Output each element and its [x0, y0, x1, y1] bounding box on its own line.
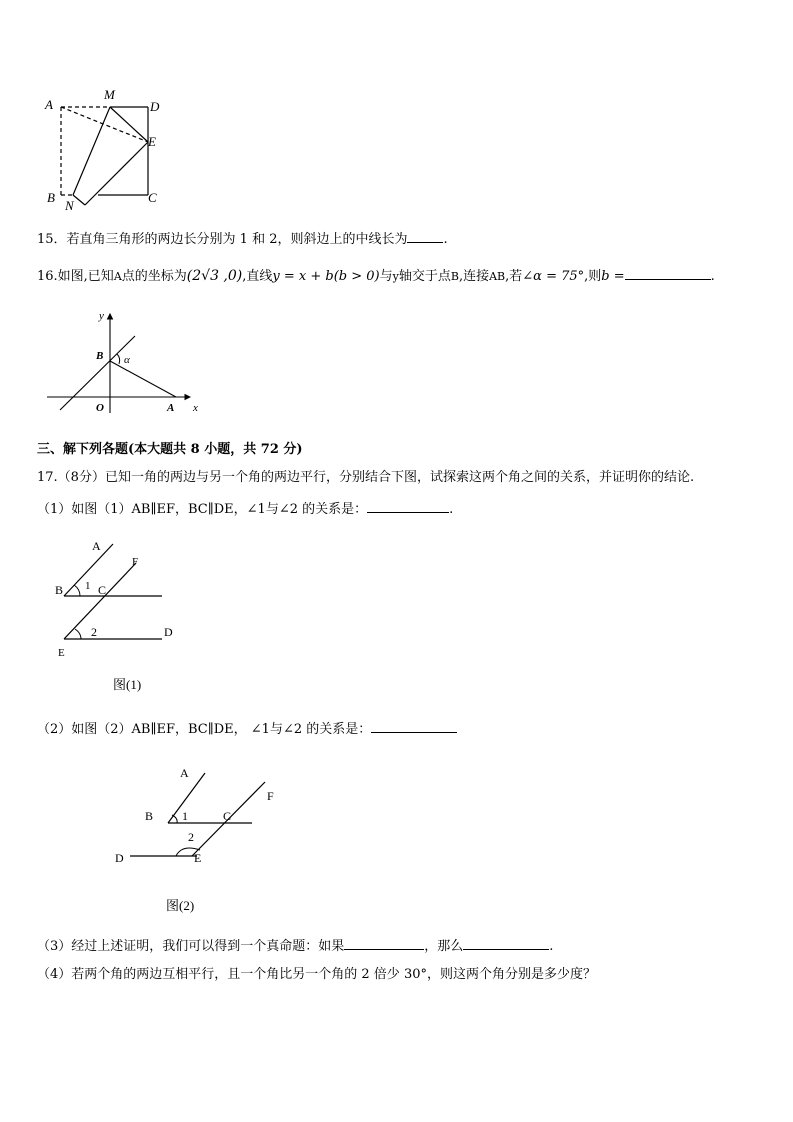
answer-blank-17-2[interactable]: [371, 719, 457, 733]
label-E: E: [148, 134, 156, 149]
question-15-tail: .: [443, 232, 448, 247]
question-15-text: 15．若直角三角形的两边长分别为 1 和 2，则斜边上的中线长为: [37, 232, 408, 247]
angle-label-alpha: α: [124, 354, 130, 366]
figure-square-fold: [40, 84, 170, 214]
q16-tail: .: [710, 269, 715, 284]
figure-coordinate-axes: [40, 306, 210, 418]
question-17-intro: 17.（8分）已知一角的两边与另一个角的两边平行，分别结合下图，试探索这两个角之间的关系，并证明你的结论.: [37, 470, 695, 485]
fig2-label-D: D: [115, 851, 124, 865]
answer-blank-15[interactable]: [407, 229, 443, 243]
label-N: N: [65, 198, 74, 213]
fig2-label-A: A: [180, 766, 189, 780]
q16-angle: ∠α = 75°: [522, 269, 585, 284]
q16-bvar: b =: [601, 269, 625, 284]
fig1-label-F: F: [132, 556, 139, 568]
section-3-title: 三、解下列各题(本大题共 8 小题，共 72 分): [37, 442, 303, 457]
q16-equation: y = x + b(b > 0): [272, 269, 380, 284]
fig2-label-1: 1: [182, 809, 188, 823]
q16-part: AB: [489, 270, 506, 283]
figure-1-parallel-lines: [50, 535, 190, 695]
q16-part: B: [450, 270, 459, 283]
axis-label-y: y: [99, 310, 104, 322]
figure-2-parallel-lines: [110, 760, 290, 920]
fig2-label-C: C: [223, 809, 232, 823]
q16-part: ,连接: [458, 269, 490, 284]
fig2-label-2: 2: [188, 830, 194, 844]
fig1-label-A: A: [92, 539, 101, 553]
question-17-part-1: [37, 499, 453, 519]
q16-part: 16.如图,已知: [37, 269, 114, 284]
q17-p2-text: （2）如图（2）AB∥EF，BC∥DE， ∠1与∠2 的关系是：: [37, 722, 372, 737]
q16-part: ,则: [584, 269, 602, 284]
label-M: M: [104, 87, 115, 102]
fig1-label-1: 1: [85, 580, 91, 592]
fig1-label-D: D: [164, 625, 173, 639]
question-17-part-3: [37, 936, 553, 956]
fig1-caption: 图(1): [113, 677, 142, 692]
label-B: B: [47, 190, 55, 205]
question-17-part-4: （4）若两个角的两边互相平行，且一个角比另一个角的 2 倍少 30°，则这两个角分别是多少度？: [37, 967, 596, 982]
fig1-label-B: B: [55, 583, 64, 597]
q16-coord: (2√3 ,0): [186, 268, 243, 284]
fig2-label-F: F: [267, 789, 274, 803]
fig1-label-C: C: [98, 583, 107, 597]
q16-part: 点的坐标为: [121, 269, 187, 284]
q16-part: ,直线: [242, 269, 273, 284]
q16-part: y: [392, 270, 399, 283]
q16-part: ,若: [505, 269, 523, 284]
q17-p1-text: （1）如图（1）AB∥EF，BC∥DE，∠1与∠2 的关系是：: [37, 502, 368, 517]
label-C: C: [148, 190, 157, 205]
q17-p1-tail: .: [449, 502, 454, 517]
point-label-B: B: [96, 350, 104, 362]
label-A: A: [45, 97, 53, 112]
label-D: D: [150, 99, 160, 114]
answer-blank-17-3a[interactable]: [344, 936, 424, 950]
question-15: [37, 229, 448, 249]
origin-label-O: O: [96, 402, 104, 414]
fig1-label-E: E: [58, 647, 65, 659]
fig1-label-2: 2: [91, 625, 97, 639]
axis-label-x: x: [193, 402, 198, 414]
fig2-label-B: B: [145, 809, 154, 823]
question-17-part-2: [37, 719, 457, 739]
q17-p3-text-b: ，那么: [424, 939, 464, 954]
q16-part: 轴交于点: [398, 269, 451, 284]
q16-part: 与: [379, 269, 393, 284]
answer-blank-17-1[interactable]: [367, 499, 449, 513]
answer-blank-16[interactable]: [625, 266, 711, 280]
q17-p3-text-a: （3）经过上述证明，我们可以得到一个真命题：如果: [37, 939, 345, 954]
q16-part: A: [113, 270, 122, 283]
fig2-caption: 图(2): [166, 898, 195, 913]
question-16: [37, 266, 715, 286]
fig2-label-E: E: [194, 851, 202, 865]
answer-blank-17-3b[interactable]: [463, 936, 549, 950]
point-label-A: A: [167, 402, 175, 414]
q17-p3-tail: .: [549, 939, 554, 954]
